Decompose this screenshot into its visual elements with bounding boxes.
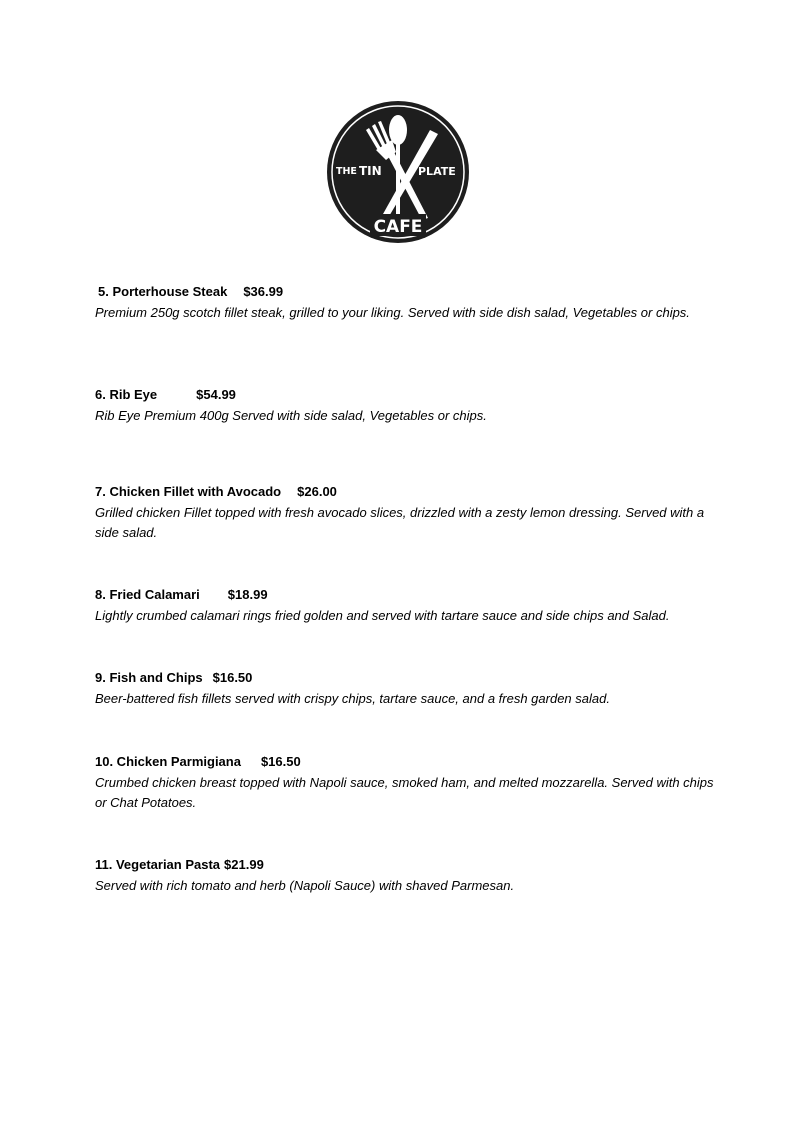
menu-item-description: Lightly crumbed calamari rings fried golden and served with tartare sauce and side chips and Salad. [95,608,670,623]
menu-item-price: $36.99 [243,284,284,299]
menu-item-name: 6. Rib Eye [95,387,158,402]
menu-item-name: 7. Chicken Fillet with Avocado [95,484,282,499]
menu-item-heading [98,282,718,302]
menu-item-description: Served with rich tomato and herb (Napoli Sauce) with shaved Parmesan. [95,878,515,893]
menu-item-heading [95,585,715,605]
menu-item-price: $16.50 [260,754,301,769]
menu-item-description: Rib Eye Premium 400g Served with side salad, Vegetables or chips. [95,408,487,423]
menu-item-heading [95,752,715,772]
menu-item-name: 11. Vegetarian Pasta [95,857,221,872]
menu-item-heading [95,855,715,875]
menu-item [95,482,715,543]
menu-item [95,282,718,323]
menu-item [95,585,715,626]
menu-item-name: 10. Chicken Parmigiana [95,754,241,769]
cafe-logo [326,100,470,244]
menu-item-heading [95,668,715,688]
menu-item-name: 9. Fish and Chips [95,670,203,685]
menu-item-price: $54.99 [196,387,236,402]
menu-item [95,855,715,896]
menu-item-price: $21.99 [224,857,264,872]
cafe-logo-graphic [326,100,470,244]
menu-item [95,385,715,426]
menu-item-name: 8. Fried Calamari [95,587,200,602]
menu-item-price: $18.99 [227,587,268,602]
logo-word-tin: TIN [359,164,382,178]
menu-item-description: Premium 250g scotch fillet steak, grilled to your liking. Served with side dish salad, Vegetables or chips. [95,305,690,320]
menu-item-description: Crumbed chicken breast topped with Napoli sauce, smoked ham, and melted mozzarella. Served with chips or Chat Potatoes. [95,775,714,810]
menu-item [95,668,715,709]
logo-word-cafe: CAFE [373,217,423,237]
menu-item-price: $16.50 [212,670,253,685]
menu-item-heading [95,385,715,405]
menu-item-name: 5. Porterhouse Steak [98,284,228,299]
menu-item-description: Beer-battered fish fillets served with crispy chips, tartare sauce, and a fresh garden salad. [95,691,610,706]
menu-item-heading [95,482,715,502]
menu-item-price: $26.00 [297,484,337,499]
menu-item [95,752,715,813]
menu-item-description: Grilled chicken Fillet topped with fresh avocado slices, drizzled with a zesty lemon dressing. Served with a side salad. [95,505,705,540]
logo-word-the: THE [336,166,357,177]
logo-word-plate: PLATE [418,165,456,178]
